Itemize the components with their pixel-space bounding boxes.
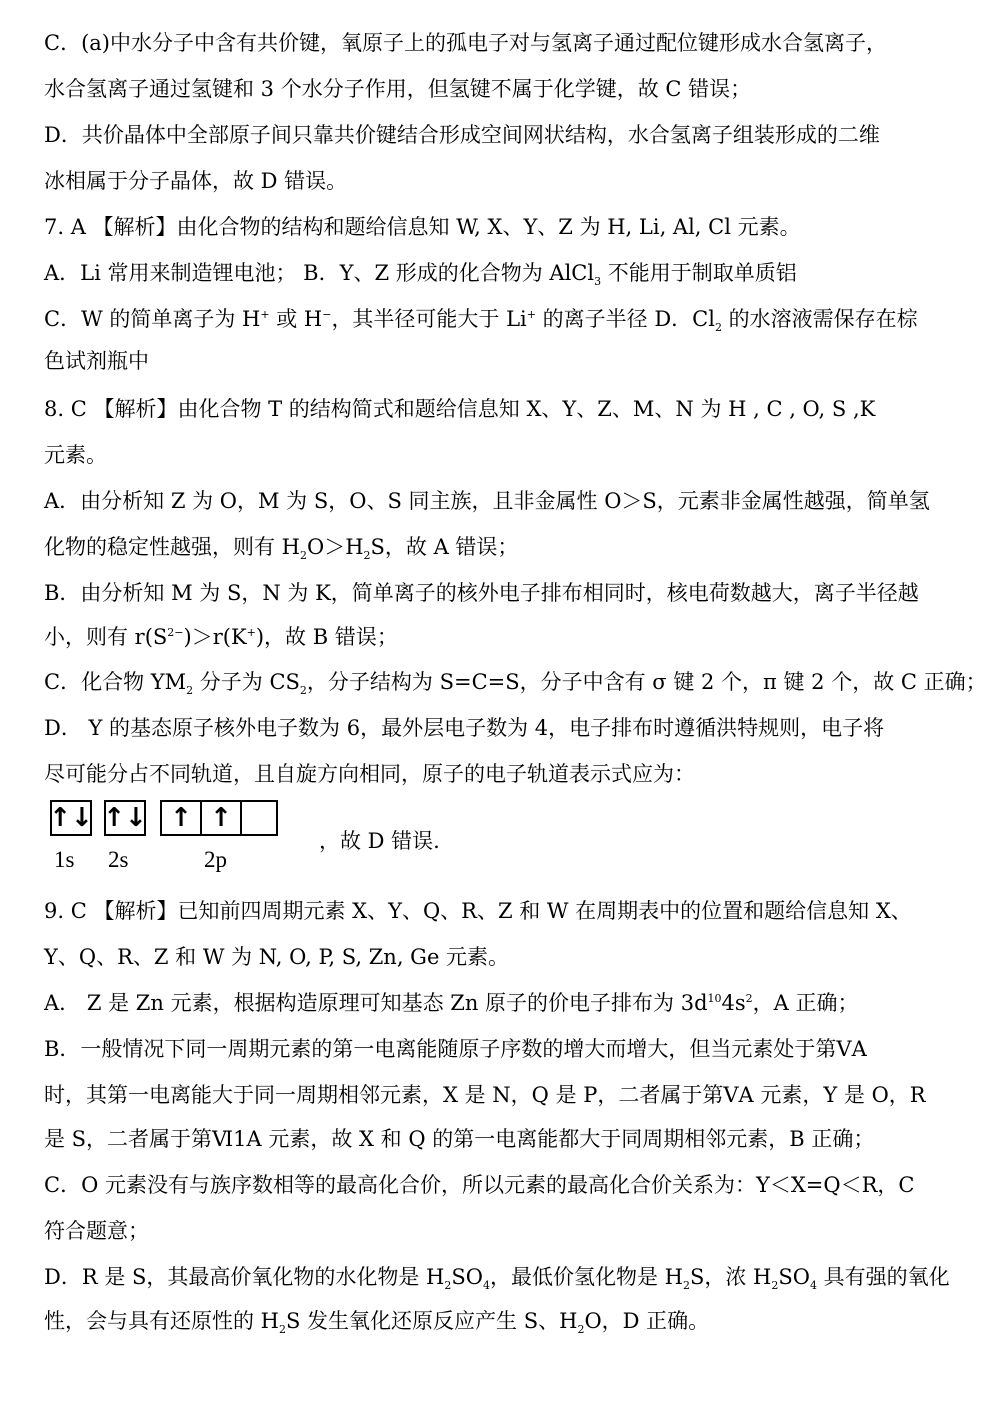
text-line bbox=[44, 988, 859, 1018]
text-run: D．共价晶体中全部原子间只靠共价键结合形成空间网状结构，水合氢离子组装形成的二维 bbox=[44, 123, 880, 147]
text-line bbox=[44, 1170, 914, 1200]
text-line bbox=[44, 394, 875, 424]
text-run: 8. C 【解析】由化合物 T 的结构简式和题给信息知 X、Y、Z、M、N 为 H , C , O, S ,K bbox=[44, 397, 876, 421]
subscript: 3 bbox=[594, 275, 602, 289]
orbital-cell: ↑ bbox=[170, 803, 192, 833]
text-line bbox=[44, 713, 884, 743]
text-line bbox=[44, 1262, 950, 1292]
subscript: 2 bbox=[300, 549, 307, 563]
subscript: 2 bbox=[299, 684, 307, 698]
text-run: D． Y 的基态原子核外电子数为 6，最外层电子数为 4，电子排布时遵循洪特规则，电子将 bbox=[44, 716, 885, 740]
text-run: SO bbox=[451, 1265, 483, 1289]
text-run: 或 H bbox=[269, 307, 323, 331]
superscript: − bbox=[322, 308, 332, 321]
orbital-box-2s bbox=[104, 800, 146, 836]
subscript: 2 bbox=[186, 684, 194, 698]
orbital-caption: ，故 D 错误. bbox=[319, 829, 440, 853]
text-run: 性，会与具有还原性的 H bbox=[44, 1309, 279, 1333]
text-line bbox=[44, 440, 107, 470]
superscript: 2 bbox=[745, 992, 753, 1005]
text-line bbox=[44, 578, 919, 608]
text-run: 4s bbox=[721, 991, 746, 1015]
text-run: A．由分析知 Z 为 O，M 为 S，O、S 同主族，且非金属性 O＞S，元素非金属性越强，简单氢 bbox=[44, 489, 930, 513]
text-run: ，A 正确； bbox=[752, 991, 859, 1015]
text-line bbox=[44, 759, 695, 789]
superscript: + bbox=[526, 308, 536, 321]
text-run: 化物的稳定性越强，则有 H bbox=[44, 535, 300, 559]
text-line bbox=[44, 304, 918, 334]
text-line bbox=[44, 28, 887, 58]
text-line bbox=[44, 1034, 867, 1064]
orbital-diagram bbox=[44, 795, 464, 885]
orbital-box-1s bbox=[50, 800, 92, 836]
text-run: ，最低价氢化物是 H bbox=[489, 1265, 683, 1289]
text-run: C．化合物 YM bbox=[44, 670, 187, 694]
superscript: + bbox=[246, 626, 256, 639]
subscript: 2 bbox=[363, 549, 371, 563]
text-run: )，故 B 错误； bbox=[255, 625, 398, 649]
text-run: SO bbox=[778, 1265, 810, 1289]
subscript: 2 bbox=[714, 321, 722, 335]
subscript: 2 bbox=[771, 1279, 779, 1293]
subscript: 4 bbox=[482, 1279, 490, 1293]
text-line bbox=[44, 1080, 926, 1110]
text-line bbox=[44, 622, 398, 652]
text-run: S，故 A 错误； bbox=[370, 535, 519, 559]
text-run: 符合题意； bbox=[44, 1219, 149, 1243]
text-run: )＞r(K bbox=[183, 625, 247, 649]
text-line bbox=[44, 896, 912, 926]
text-line bbox=[44, 120, 880, 150]
text-line bbox=[44, 1306, 709, 1336]
text-run: S，浓 H bbox=[689, 1265, 772, 1289]
text-run: 小，则有 r(S bbox=[44, 625, 168, 649]
text-run: C．W 的简单离子为 H bbox=[44, 307, 261, 331]
text-run: 尽可能分占不同轨道，且自旋方向相同，原子的电子轨道表示式应为： bbox=[44, 762, 695, 786]
text-run: 时，其第一电离能大于同一周期相邻元素，X 是 N，Q 是 P，二者属于第ⅤA 元素，Y 是 O，R bbox=[44, 1083, 926, 1107]
text-run: A． Z 是 Zn 元素，根据构造原理可知基态 Zn 原子的价电子排布为 3d bbox=[44, 991, 708, 1015]
text-line bbox=[44, 667, 987, 697]
text-run: 的离子半径 D．Cl bbox=[536, 307, 715, 331]
subscript: 4 bbox=[809, 1279, 817, 1293]
text-run: 的水溶液需保存在棕 bbox=[721, 307, 918, 331]
text-run: ，分子结构为 S=C=S，分子中含有 σ 键 2 个，π 键 2 个，故 C 正确； bbox=[306, 670, 987, 694]
orbital-label-1s: 1s bbox=[54, 847, 75, 872]
subscript: 2 bbox=[682, 1279, 690, 1293]
text-run: Y、Q、R、Z 和 W 为 N, O, P, S, Zn, Ge 元素。 bbox=[44, 945, 510, 969]
text-run: ，其半径可能大于 Li bbox=[331, 307, 527, 331]
text-line bbox=[44, 346, 149, 376]
text-run: C．(a)中水分子中含有共价键，氧原子上的孤电子对与氢离子通过配位键形成水合氢离子， bbox=[44, 31, 887, 55]
orbital-arrows: ↑↓ bbox=[49, 803, 93, 833]
text-run: C．O 元素没有与族序数相等的最高化合价，所以元素的最高化合价关系为：Y＜X=Q＜R，C bbox=[44, 1173, 915, 1197]
text-line bbox=[44, 1216, 149, 1246]
text-run: S 发生氧化还原反应产生 S、H bbox=[286, 1309, 578, 1333]
text-line bbox=[44, 532, 518, 562]
subscript: 2 bbox=[279, 1323, 286, 1337]
orbital-arrows: ↑↓ bbox=[103, 803, 147, 833]
superscript: 2− bbox=[167, 626, 184, 639]
orbital-box-2p bbox=[160, 800, 278, 836]
subscript: 2 bbox=[444, 1279, 452, 1293]
text-line bbox=[44, 166, 347, 196]
text-run: 元素。 bbox=[44, 443, 107, 467]
text-run: 水合氢离子通过氢键和 3 个水分子作用，但氢键不属于化学键，故 C 错误； bbox=[44, 77, 752, 101]
text-run: 9. C 【解析】已知前四周期元素 X、Y、Q、R、Z 和 W 在周期表中的位置和题给信息知 X、 bbox=[44, 899, 912, 923]
text-line bbox=[44, 942, 509, 972]
text-run: 具有强的氧化 bbox=[816, 1265, 950, 1289]
text-line bbox=[44, 1124, 874, 1154]
text-run: 冰相属于分子晶体，故 D 错误。 bbox=[44, 169, 348, 193]
superscript: + bbox=[260, 308, 270, 321]
text-run: 色试剂瓶中 bbox=[44, 349, 149, 373]
orbital-label-2p: 2p bbox=[204, 847, 227, 872]
text-line bbox=[44, 212, 801, 242]
text-run: O＞H bbox=[307, 535, 364, 559]
text-run: D．R 是 S，其最高价氧化物的水化物是 H bbox=[44, 1265, 445, 1289]
text-run: 不能用于制取单质铝 bbox=[601, 261, 797, 285]
orbital-cell bbox=[242, 802, 276, 834]
text-run: 是 S，二者属于第Ⅵ1A 元素，故 X 和 Q 的第一电离能都大于同周期相邻元素，B 正确； bbox=[44, 1127, 875, 1151]
text-line bbox=[44, 74, 751, 104]
text-run: B．由分析知 M 为 S，N 为 K，简单离子的核外电子排布相同时，核电荷数越大，离子半径越 bbox=[44, 581, 919, 605]
subscript: 2 bbox=[577, 1323, 585, 1337]
text-line bbox=[44, 486, 930, 516]
text-run: A．Li 常用来制造锂电池； B．Y、Z 形成的化合物为 AlCl bbox=[44, 261, 595, 285]
text-run: 分子为 CS bbox=[193, 670, 300, 694]
text-run: B．一般情况下同一周期元素的第一电离能随原子序数的增大而增大，但当元素处于第ⅤA bbox=[44, 1037, 867, 1061]
text-run: 7. A 【解析】由化合物的结构和题给信息知 W, X、Y、Z 为 H, Li, Al, Cl 元素。 bbox=[44, 215, 801, 239]
text-run: O，D 正确。 bbox=[584, 1309, 710, 1333]
text-line bbox=[44, 258, 797, 288]
orbital-cell: ↑ bbox=[210, 803, 232, 833]
orbital-label-2s: 2s bbox=[108, 847, 129, 872]
superscript: 10 bbox=[707, 992, 722, 1005]
